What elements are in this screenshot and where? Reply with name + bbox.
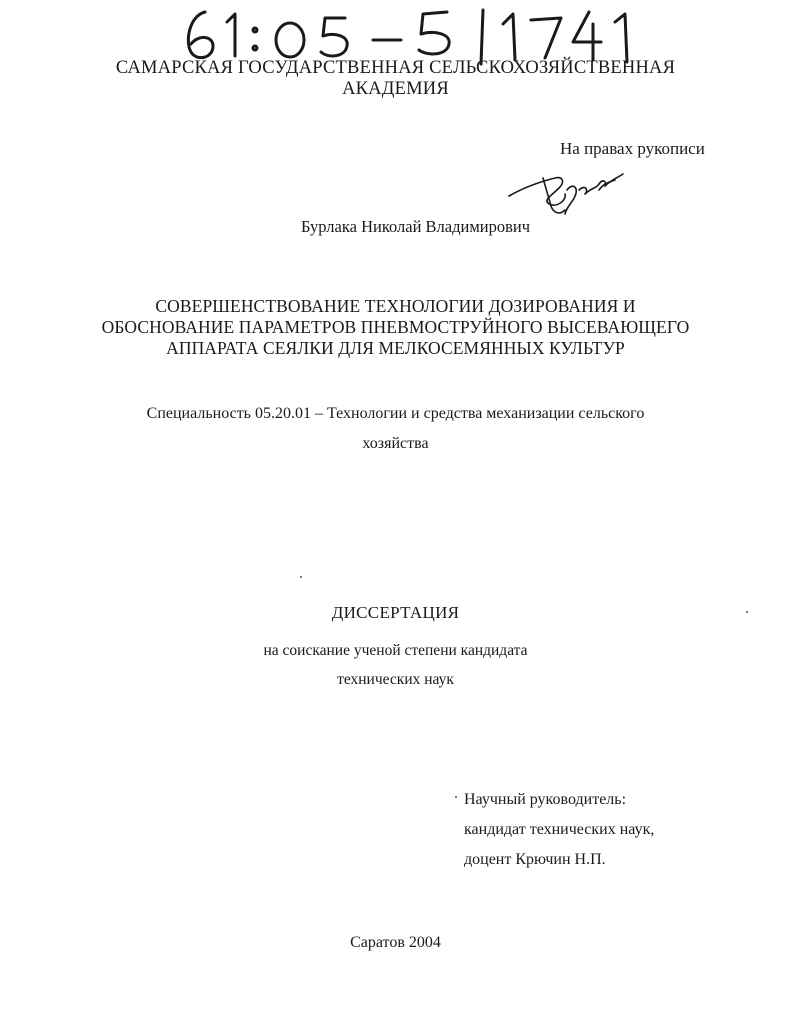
supervisor-name: доцент Крючин Н.П. bbox=[464, 851, 606, 868]
dissertation-title bbox=[0, 296, 791, 359]
author-name: Бурлака Николай Владимирович bbox=[300, 217, 531, 236]
title-line-3: АППАРАТА СЕЯЛКИ ДЛЯ МЕЛКОСЕМЯННЫХ КУЛЬТУР bbox=[166, 338, 625, 358]
specialty-line-2: хозяйства bbox=[362, 435, 429, 452]
scan-speck bbox=[746, 611, 748, 613]
specialty bbox=[0, 399, 791, 459]
degree-description bbox=[0, 636, 791, 694]
signature-drawing bbox=[503, 160, 633, 220]
degree-line-2: технических наук bbox=[337, 671, 454, 688]
scan-speck bbox=[300, 576, 302, 578]
degree-line-1: на соискание ученой степени кандидата bbox=[263, 642, 528, 659]
institution-name bbox=[0, 58, 791, 100]
specialty-line-1: Специальность 05.20.01 – Технологии и средства механизации сельского bbox=[146, 405, 645, 422]
supervisor-degree: кандидат технических наук, bbox=[464, 821, 655, 838]
title-line-1: СОВЕРШЕНСТВОВАНИЕ ТЕХНОЛОГИИ ДОЗИРОВАНИЯ И bbox=[155, 296, 636, 316]
city-year: Саратов 2004 bbox=[350, 934, 441, 951]
institution-line-2: АКАДЕМИЯ bbox=[342, 79, 449, 99]
title-line-2: ОБОСНОВАНИЕ ПАРАМЕТРОВ ПНЕВМОСТРУЙНОГО ВЫСЕВАЮЩЕГО bbox=[101, 317, 690, 337]
scientific-supervisor bbox=[464, 785, 654, 875]
manuscript-rights-note: На правах рукописи bbox=[560, 139, 705, 158]
author-signature bbox=[503, 160, 633, 220]
dissertation-label: ДИССЕРТАЦИЯ bbox=[331, 603, 460, 622]
scan-speck bbox=[455, 796, 457, 798]
supervisor-label: Научный руководитель: bbox=[464, 791, 627, 808]
institution-line-1: САМАРСКАЯ ГОСУДАРСТВЕННАЯ СЕЛЬСКОХОЗЯЙСТВЕННАЯ bbox=[115, 58, 676, 78]
